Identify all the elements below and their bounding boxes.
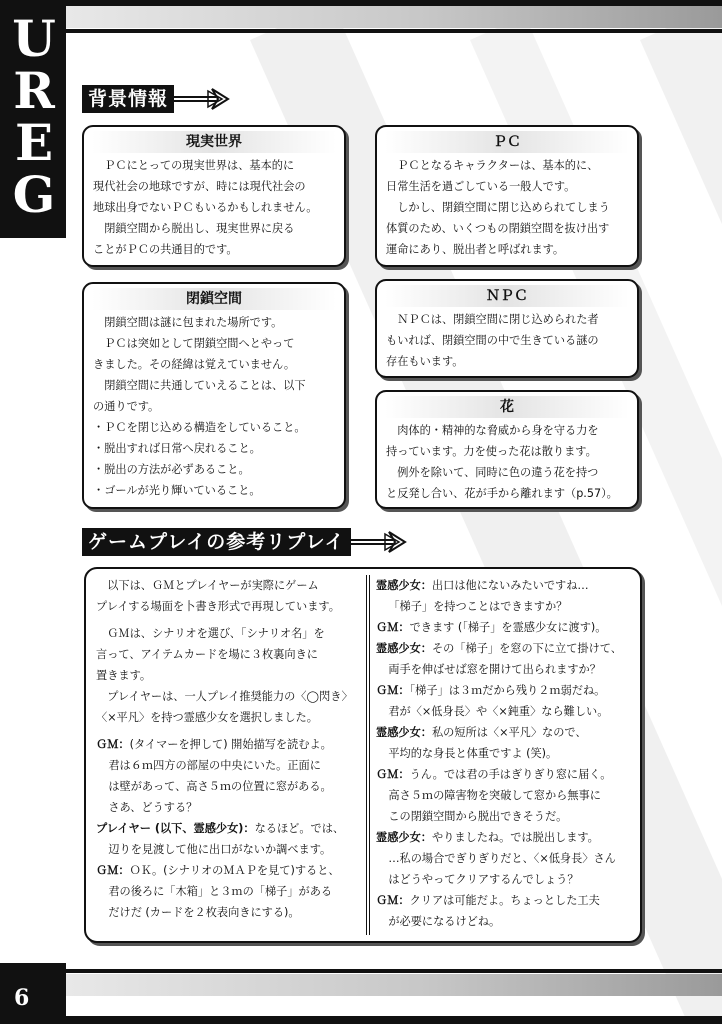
box-hana [375, 390, 639, 509]
dialogue-line: 霊感少女：やりましたね。では脱出します。 [376, 831, 599, 844]
dialogue-line: 霊感少女：その「梯子」を窓の下に立て掛けて、 [376, 642, 622, 655]
bullet-item: ・脱出の方法が必ずあること。 [93, 463, 250, 476]
logo-column [0, 0, 66, 238]
dialogue-line: 平均的な身長と体重ですよ (笑)。 [388, 747, 558, 760]
dialogue-line: 霊感少女：私の短所は〈×平凡〉なので、 [376, 726, 587, 739]
box-heisa [82, 282, 346, 509]
text-line: 運命にあり、脱出者と呼ばれます。 [386, 243, 565, 256]
text-line: 閉鎖空間は謎に包まれた場所です。 [104, 316, 283, 329]
dialogue-line: ＧＭ：うん。では君の手はぎりぎり窓に届く。 [376, 768, 612, 781]
dialogue-line: 両手を伸ばせば窓を開けて出られますか？ [388, 663, 601, 676]
bottom-gradient-bar [66, 974, 722, 996]
speaker: ＧＭ： [96, 738, 130, 751]
text-line: 地球出身でないＰＣもいるかもしれません。 [93, 201, 318, 214]
dialogue-line: ＧＭ：(タイマーを押して) 開始描写を読むよ。 [96, 738, 332, 751]
speaker: ＧＭ： [376, 894, 410, 907]
dialogue-line: ＧＭ：「梯子」は３ｍだから残り２ｍ弱だね。 [376, 684, 606, 697]
box-title: 花 [385, 396, 629, 418]
text-line: 言って、アイテムカードを場に３枚裏向きに [96, 648, 318, 661]
speaker: ＧＭ： [376, 621, 410, 634]
speaker: 霊感少女： [376, 726, 432, 739]
logo-letter-e: E [14, 113, 54, 172]
text-line: 現代社会の地球ですが、時には現代社会の [93, 180, 306, 193]
text-line: 置きます。 [96, 669, 152, 682]
bullet-item: ・ＰＣを閉じ込める構造をしていること。 [93, 421, 306, 434]
text-line: の通りです。 [93, 400, 160, 413]
dialogue-line: 高さ５ｍの障害物を突破して窓から無事に [388, 789, 601, 802]
top-gradient-bar [66, 6, 722, 28]
logo-letter-g: G [12, 165, 56, 224]
box-npc [375, 279, 639, 378]
replay-panel [84, 567, 642, 943]
dialogue-line: は壁があって、高さ５ｍの位置に窓がある。 [108, 780, 332, 793]
arrow-icon [174, 85, 230, 113]
section-title: ゲームプレイの参考リプレイ [82, 528, 351, 556]
dialogue-line: ＧＭ：クリアは可能だよ。ちょっとした工夫 [376, 894, 600, 907]
dialogue-line: が必要になるけどね。 [388, 915, 501, 928]
box-title: 閉鎖空間 [92, 288, 336, 310]
text-line: 閉鎖空間から脱出し、現実世界に戻る [104, 222, 295, 235]
bullet-item: ・脱出すれば日常へ戻れること。 [93, 442, 261, 455]
page-number-box [0, 963, 66, 1024]
box-genjitsu [82, 125, 346, 267]
speaker: ＧＭ： [376, 768, 410, 781]
dialogue-line: プレイヤー (以下、霊感少女)：なるほど。では、 [96, 822, 345, 835]
text-line: きました。その経緯は覚えていません。 [93, 358, 296, 371]
box-pc [375, 125, 639, 267]
section-heading-gameplay [82, 528, 407, 556]
column-divider [366, 575, 370, 935]
dialogue-line: 「梯子」を持つことはできますか？ [388, 600, 568, 613]
dialogue-line: だけだ (カードを２枚表向きにする)。 [108, 906, 300, 919]
page-number: 6 [14, 985, 30, 1011]
speaker: ＧＭ： [376, 684, 410, 697]
text-line: 〈×平凡〉を持つ霊感少女を選択しました。 [96, 711, 318, 724]
logo-letter-u: U [12, 9, 56, 68]
dialogue-line: さあ、どうする？ [108, 801, 198, 814]
dialogue-line: 辺りを見渡して他に出口がないか調べます。 [108, 843, 332, 856]
text-line: ことがＰＣの共通目的です。 [93, 243, 238, 256]
dialogue-line: 君が〈×低身長〉や〈×鈍重〉なら難しい。 [388, 705, 609, 718]
speaker: 霊感少女： [376, 831, 432, 844]
text-line: プレイする場面を卜書き形式で再現しています。 [96, 600, 340, 613]
dialogue-line: 霊感少女：出口は他にないみたいですね… [376, 579, 589, 592]
text-line: と反発し合い、花が手から離れます（p.57）。 [386, 487, 618, 500]
text-line: 体質のため、いくつもの閉鎖空間を抜け出す [386, 222, 610, 235]
replay-left-column [96, 575, 358, 923]
dialogue-line: ＧＭ：できます (「梯子」を霊感少女に渡す)。 [376, 621, 607, 634]
text-line: 肉体的・精神的な脅威から身を守る力を [397, 424, 599, 437]
box-title: 現実世界 [92, 131, 336, 153]
dialogue-line: …私の場合でぎりぎりだと、〈×低身長〉さん [388, 852, 616, 865]
text-line: プレイヤーは、一人プレイ推奨能力の〈◯閃き〉 [107, 690, 353, 703]
dialogue-line: この閉鎖空間から脱出できそうだ。 [388, 810, 568, 823]
bottom-rule [66, 969, 722, 973]
speaker: ＧＭ： [96, 864, 130, 877]
text-line: 持っています。力を使った花は散ります。 [386, 445, 597, 458]
text-line: 日常生活を過ごしている一般人です。 [386, 180, 576, 193]
speaker: プレイヤー (以下、霊感少女)： [96, 822, 255, 835]
bottom-border [0, 1016, 722, 1024]
text-line: 以下は、ＧＭとプレイヤーが実際にゲーム [107, 579, 319, 592]
text-line: 存在もいます。 [386, 355, 464, 368]
dialogue-line: 君は６ｍ四方の部屋の中央にいた。正面に [108, 759, 321, 772]
dialogue-line: はどうやってクリアするんでしょう？ [388, 873, 579, 886]
text-line: 例外を除いて、同時に色の違う花を持つ [397, 466, 599, 479]
dialogue-line: ＧＭ：ＯＫ。(シナリオのＭＡＰを見て)すると、 [96, 864, 340, 877]
replay-right-column [376, 575, 638, 932]
bullet-item: ・ゴールが光り輝いていること。 [93, 484, 261, 497]
box-title: ＰＣ [385, 131, 629, 153]
section-heading-background [82, 85, 230, 113]
text-line: ＰＣにとっての現実世界は、基本的に [104, 159, 295, 172]
box-title: ＮＰＣ [385, 285, 629, 307]
arrow-icon [351, 528, 407, 556]
text-line: もいれば、閉鎖空間の中で生きている謎の [386, 334, 599, 347]
speaker: 霊感少女： [376, 642, 432, 655]
text-line: 閉鎖空間に共通していえることは、以下 [104, 379, 306, 392]
logo-letter-r: R [13, 61, 55, 120]
section-title: 背景情報 [82, 85, 174, 113]
text-line: ＮＰＣは、閉鎖空間に閉じ込められた者 [397, 313, 599, 326]
text-line: しかし、閉鎖空間に閉じ込められてしまう [397, 201, 610, 214]
text-line: ＰＣは突如として閉鎖空間へとやって [104, 337, 295, 350]
top-rule [66, 29, 722, 33]
text-line: ＰＣとなるキャラクターは、基本的に、 [397, 159, 599, 172]
dialogue-line: 君の後ろに「木箱」と３ｍの「梯子」がある [108, 885, 333, 898]
speaker: 霊感少女： [376, 579, 432, 592]
text-line: ＧＭは、シナリオを選び、「シナリオ名」を [107, 627, 325, 640]
